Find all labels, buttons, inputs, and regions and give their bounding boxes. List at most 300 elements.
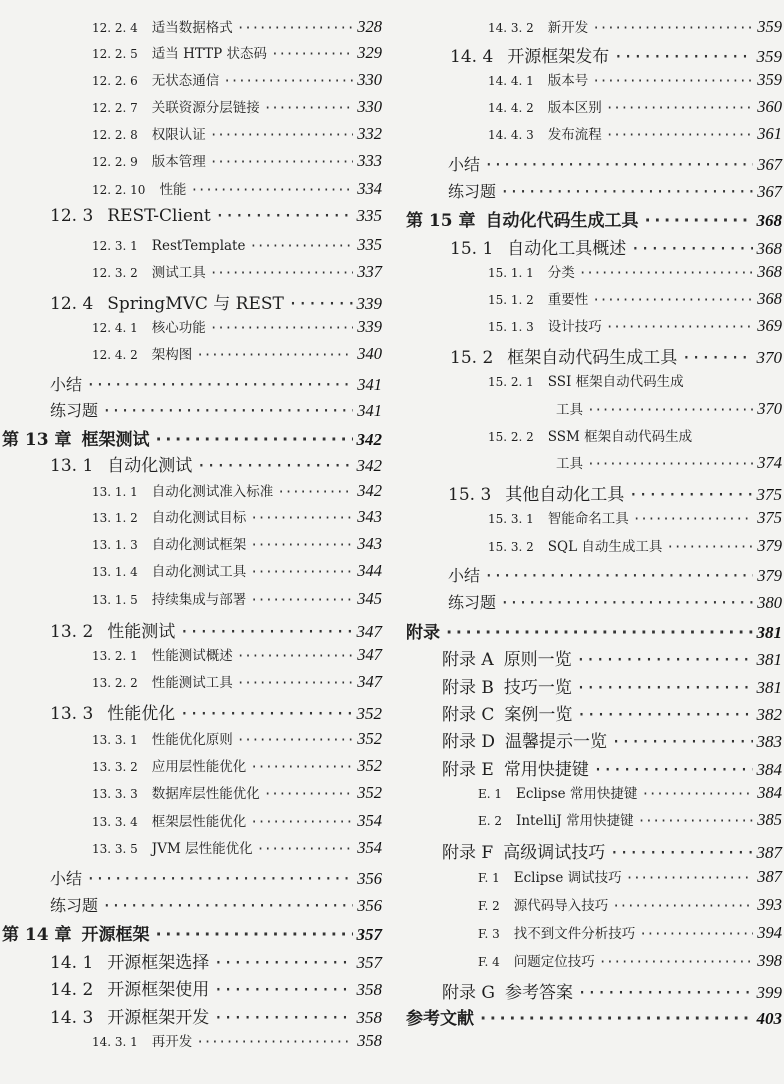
toc-entry-number: 12. 2. 10 xyxy=(92,183,146,197)
dot-leader xyxy=(237,676,353,691)
toc-entry-page-number: 368 xyxy=(757,262,782,281)
toc-entry-title: SSM 框架自动代码生成 xyxy=(547,429,693,445)
toc-entry-page-number: 381 xyxy=(756,623,782,642)
toc-entry[interactable] xyxy=(488,123,782,144)
toc-entry-number: 14. 4. 2 xyxy=(488,101,534,115)
toc-entry-number: 12. 2. 5 xyxy=(92,47,138,61)
toc-entry[interactable] xyxy=(92,533,382,554)
dot-leader xyxy=(237,649,353,664)
toc-entry-page-number: 356 xyxy=(357,869,382,888)
toc-entry-title: 版本区别 xyxy=(547,100,602,116)
toc-entry-label xyxy=(448,563,480,586)
toc-entry[interactable] xyxy=(442,727,782,752)
toc-entry-title: 开源框架 xyxy=(81,925,150,945)
toc-entry-number: 15. 3. 2 xyxy=(488,540,534,554)
toc-entry[interactable] xyxy=(92,123,382,144)
toc-entry-number: 13. 3 xyxy=(50,704,94,724)
toc-entry-number: 13. 3. 1 xyxy=(92,733,138,747)
toc-entry[interactable] xyxy=(556,452,782,473)
toc-entry-number: 12. 3 xyxy=(50,206,94,226)
toc-entry-title: 应用层性能优化 xyxy=(151,759,247,775)
toc-entry-title: 高级调试技巧 xyxy=(503,843,606,863)
toc-entry-label xyxy=(92,16,233,36)
toc-entry[interactable] xyxy=(92,235,382,255)
toc-entry-page-number: 381 xyxy=(756,678,782,697)
toc-entry-title: 练习题 xyxy=(448,182,497,201)
dot-leader xyxy=(576,705,752,725)
toc-entry-page-number: 360 xyxy=(757,97,782,116)
dot-leader xyxy=(102,896,353,915)
toc-entry-title: 版本号 xyxy=(547,73,589,89)
toc-entry-title: 练习题 xyxy=(448,593,497,612)
toc-entry-label xyxy=(92,755,246,775)
toc-entry-label xyxy=(50,975,209,1000)
toc-entry-title: 自动化工具概述 xyxy=(507,239,627,259)
dot-leader xyxy=(154,430,353,450)
toc-entry-number: 13. 2 xyxy=(50,622,94,642)
toc-entry[interactable] xyxy=(450,343,782,368)
toc-entry-number: 附录 F xyxy=(442,843,494,863)
toc-entry-title: 开源框架开发 xyxy=(107,1008,210,1028)
toc-entry-label xyxy=(92,316,206,336)
toc-entry[interactable] xyxy=(50,398,382,421)
toc-entry-page-number: 385 xyxy=(757,810,782,829)
toc-entry[interactable] xyxy=(50,451,382,476)
toc-entry-title: 自动化测试框架 xyxy=(151,537,247,553)
toc-entry-label xyxy=(92,42,267,62)
toc-entry-page-number: 347 xyxy=(356,622,382,641)
dot-leader xyxy=(257,842,354,857)
toc-entry-label xyxy=(2,920,150,945)
toc-entry-title: 核心功能 xyxy=(151,320,206,336)
toc-entry-title: 参考文献 xyxy=(406,1009,474,1029)
toc-entry[interactable] xyxy=(50,866,382,889)
toc-entry-page-number: 379 xyxy=(757,566,782,585)
toc-entry-title: 附录 xyxy=(406,623,440,643)
toc-entry[interactable] xyxy=(92,506,382,527)
toc-entry[interactable] xyxy=(2,425,382,450)
toc-entry-page-number: 354 xyxy=(357,838,382,857)
toc-entry-title: RestTemplate xyxy=(151,238,246,254)
toc-entry[interactable] xyxy=(50,289,382,314)
toc-entry-label xyxy=(442,838,605,863)
dot-leader xyxy=(577,983,753,1003)
toc-entry[interactable] xyxy=(448,563,782,586)
toc-entry-number: 12. 2. 6 xyxy=(92,74,138,88)
toc-entry-number: 13. 3. 4 xyxy=(92,815,138,829)
toc-entry-label xyxy=(488,96,602,116)
toc-entry-page-number: 368 xyxy=(756,211,782,230)
toc-entry-number: 附录 D xyxy=(442,732,496,752)
dot-leader xyxy=(576,678,753,698)
toc-entry-label xyxy=(92,343,192,363)
toc-entry[interactable] xyxy=(450,42,782,67)
toc-entry-label xyxy=(442,673,572,698)
toc-entry-label xyxy=(478,866,622,886)
toc-entry[interactable] xyxy=(442,838,782,863)
toc-entry-page-number: 347 xyxy=(357,645,382,664)
toc-entry-label xyxy=(478,922,635,942)
dot-leader xyxy=(630,239,752,259)
toc-entry[interactable] xyxy=(488,507,782,528)
toc-entry[interactable] xyxy=(478,894,782,915)
toc-entry-label xyxy=(50,948,209,973)
toc-entry-number: 15. 2. 2 xyxy=(488,430,534,444)
toc-entry-title: 温馨提示一览 xyxy=(505,732,608,752)
dot-leader xyxy=(592,21,753,36)
dot-leader xyxy=(250,593,353,608)
toc-entry-page-number: 333 xyxy=(357,151,382,170)
dot-leader xyxy=(277,485,353,500)
toc-entry-page-number: 367 xyxy=(757,182,782,201)
toc-entry-title: 持续集成与部署 xyxy=(151,592,247,608)
toc-entry-title: 性能 xyxy=(159,182,187,198)
toc-entry-page-number: 329 xyxy=(357,43,382,62)
toc-entry-number: 附录 C xyxy=(442,705,495,725)
toc-entry[interactable] xyxy=(92,69,382,90)
toc-entry-number: 15. 1. 2 xyxy=(488,293,534,307)
toc-entry[interactable] xyxy=(488,96,782,117)
toc-entry-page-number: 387 xyxy=(757,867,782,886)
toc-entry-title: 找不到文件分析技巧 xyxy=(513,926,636,942)
toc-entry-page-number: 352 xyxy=(357,756,382,775)
toc-entry[interactable] xyxy=(488,261,782,282)
toc-entry-title: 开源框架选择 xyxy=(107,953,210,973)
toc-entry[interactable] xyxy=(448,590,782,613)
toc-entry-title: 性能测试工具 xyxy=(151,675,233,691)
toc-entry[interactable] xyxy=(442,755,782,780)
toc-entry-title: SQL 自动生成工具 xyxy=(547,539,663,555)
toc-entry-title: 问题定位技巧 xyxy=(513,954,595,970)
toc-entry[interactable] xyxy=(448,179,782,202)
toc-entry-title: 源代码导入技巧 xyxy=(513,898,609,914)
toc-entry[interactable] xyxy=(478,950,782,971)
toc-entry-number: 附录 E xyxy=(442,760,494,780)
toc-entry-title: 框架层性能优化 xyxy=(151,814,247,830)
dot-leader xyxy=(612,899,753,914)
toc-entry[interactable] xyxy=(92,96,382,117)
toc-entry[interactable] xyxy=(50,1003,382,1028)
toc-entry-page-number: 347 xyxy=(357,672,382,691)
toc-entry-label xyxy=(50,451,192,476)
toc-entry[interactable] xyxy=(92,837,382,858)
toc-entry[interactable] xyxy=(92,782,382,803)
toc-entry-label xyxy=(442,645,572,670)
toc-entry[interactable] xyxy=(50,893,382,916)
toc-entry-number: 13. 3. 5 xyxy=(92,842,138,856)
toc-entry-page-number: 335 xyxy=(357,235,382,254)
toc-entry[interactable] xyxy=(406,1004,782,1029)
toc-entry[interactable] xyxy=(50,206,382,226)
toc-entry[interactable] xyxy=(406,618,782,643)
toc-entry[interactable] xyxy=(556,398,782,419)
toc-entry-label xyxy=(450,234,626,259)
toc-entry[interactable] xyxy=(92,261,382,282)
toc-entry-title: 工具 xyxy=(556,402,583,418)
toc-entry[interactable] xyxy=(442,700,782,725)
toc-entry-label xyxy=(488,288,588,308)
toc-entry-number: 14. 2 xyxy=(50,980,94,1000)
toc-entry-title: 适当 HTTP 状态码 xyxy=(151,46,267,62)
toc-entry[interactable] xyxy=(406,206,782,231)
toc-entry[interactable] xyxy=(50,975,382,1000)
toc-entry[interactable] xyxy=(92,671,382,692)
toc-entry-label xyxy=(92,123,206,143)
toc-entry-page-number: 368 xyxy=(756,239,782,258)
toc-entry-number: 15. 3. 1 xyxy=(488,512,534,526)
toc-entry-title: 原则一览 xyxy=(503,650,572,670)
toc-entry-number: 13. 3. 2 xyxy=(92,760,138,774)
dot-leader xyxy=(213,980,352,1000)
toc-entry-number: 12. 3. 2 xyxy=(92,266,138,280)
toc-entry[interactable] xyxy=(488,288,782,309)
toc-entry-title: 分类 xyxy=(547,265,575,281)
dot-leader xyxy=(626,871,754,886)
toc-entry-label xyxy=(2,425,150,450)
toc-entry-title: 自动化测试 xyxy=(107,456,193,476)
toc-entry[interactable] xyxy=(50,699,382,724)
toc-entry-number: F. 3 xyxy=(478,927,500,941)
toc-entry[interactable] xyxy=(92,480,382,501)
toc-entry-number: 15. 1 xyxy=(450,239,494,259)
toc-entry[interactable] xyxy=(92,343,382,364)
toc-entry-number: 12. 2. 8 xyxy=(92,128,138,142)
toc-entry-page-number: 383 xyxy=(756,732,782,751)
dot-leader xyxy=(196,1035,353,1050)
toc-entry-page-number: 345 xyxy=(357,589,382,608)
dot-leader xyxy=(223,74,353,89)
dot-leader xyxy=(444,623,753,643)
toc-entry-page-number: 394 xyxy=(757,923,782,942)
dot-leader xyxy=(210,266,353,281)
dot-leader xyxy=(633,512,753,527)
toc-entry-page-number: 393 xyxy=(757,895,782,914)
toc-entry[interactable] xyxy=(448,152,782,175)
toc-entry-page-number: 352 xyxy=(357,729,382,748)
toc-entry[interactable] xyxy=(92,178,382,199)
dot-leader xyxy=(250,511,353,526)
toc-entry-page-number: 334 xyxy=(357,179,382,198)
toc-entry-number: 14. 4. 1 xyxy=(488,74,534,88)
toc-entry-number: 12. 4 xyxy=(50,294,94,314)
toc-entry[interactable] xyxy=(488,69,782,90)
toc-entry-number: E. 2 xyxy=(478,814,503,828)
toc-entry-page-number: 357 xyxy=(356,953,382,972)
toc-entry[interactable] xyxy=(50,372,382,395)
toc-entry-label xyxy=(406,618,440,643)
toc-entry-label xyxy=(92,588,246,608)
toc-entry-number: F. 2 xyxy=(478,899,500,913)
toc-entry-page-number: 384 xyxy=(757,783,782,802)
toc-entry-number: 12. 4. 1 xyxy=(92,321,138,335)
toc-entry-label xyxy=(442,755,589,780)
toc-entry-title: IntelliJ 常用快捷键 xyxy=(516,813,634,829)
toc-entry[interactable] xyxy=(488,535,782,556)
toc-entry-title: 练习题 xyxy=(50,896,99,915)
toc-entry-number: 15. 1. 3 xyxy=(488,320,534,334)
toc-entry[interactable] xyxy=(2,920,382,945)
toc-entry-label xyxy=(92,644,233,664)
toc-entry-label xyxy=(488,425,692,445)
toc-entry-label xyxy=(92,238,245,254)
toc-column-right xyxy=(404,0,782,1084)
toc-entry[interactable] xyxy=(92,728,382,749)
toc-entry-label xyxy=(450,42,609,67)
toc-entry-title: 测试工具 xyxy=(151,265,206,281)
toc-entry-label xyxy=(92,533,246,553)
dot-leader xyxy=(196,348,353,363)
toc-entry[interactable] xyxy=(478,922,782,943)
dot-leader xyxy=(215,206,353,226)
toc-entry-title: Eclipse 常用快捷键 xyxy=(516,786,638,802)
toc-entry-page-number: 370 xyxy=(757,399,782,418)
toc-entry-number: 13. 1 xyxy=(50,456,94,476)
toc-entry[interactable] xyxy=(448,480,782,505)
toc-entry[interactable] xyxy=(442,645,782,670)
toc-entry-number: 12. 2. 4 xyxy=(92,21,138,35)
dot-leader xyxy=(102,401,353,420)
toc-entry-page-number: 379 xyxy=(757,536,782,555)
toc-entry-page-number: 342 xyxy=(357,481,382,500)
toc-entry-page-number: 356 xyxy=(357,896,382,915)
toc-entry-title: 架构图 xyxy=(151,347,193,363)
toc-entry[interactable] xyxy=(92,150,382,171)
toc-entry-number: F. 4 xyxy=(478,955,500,969)
toc-entry-label xyxy=(92,69,219,89)
toc-entry-label xyxy=(50,372,82,395)
toc-entry-page-number: 361 xyxy=(757,124,782,143)
toc-entry-title: 技巧一览 xyxy=(503,678,572,698)
toc-entry-page-number: 354 xyxy=(357,811,382,830)
toc-entry[interactable] xyxy=(488,315,782,336)
toc-entry-title: 开源框架发布 xyxy=(507,47,610,67)
dot-leader xyxy=(681,348,752,368)
dot-leader xyxy=(599,955,754,970)
toc-entry[interactable] xyxy=(92,644,382,665)
toc-entry[interactable] xyxy=(92,560,382,581)
toc-entry-title: 发布流程 xyxy=(547,127,602,143)
toc-entry-number: 13. 3. 3 xyxy=(92,787,138,801)
dot-leader xyxy=(484,566,753,585)
toc-entry[interactable] xyxy=(442,978,782,1003)
toc-entry[interactable] xyxy=(488,425,782,445)
toc-entry-label xyxy=(488,123,602,143)
toc-entry-title: 小结 xyxy=(448,155,481,174)
toc-entry[interactable] xyxy=(478,866,782,887)
toc-entry-label xyxy=(92,671,233,691)
toc-entry-title: 框架测试 xyxy=(81,430,150,450)
toc-entry-title: JVM 层性能优化 xyxy=(151,841,253,857)
toc-entry-label xyxy=(50,289,284,314)
toc-entry[interactable] xyxy=(92,1030,382,1051)
dot-leader xyxy=(609,843,752,863)
toc-entry-page-number: 339 xyxy=(357,317,382,336)
toc-entry-page-number: 375 xyxy=(756,485,782,504)
toc-entry-page-number: 343 xyxy=(357,507,382,526)
toc-entry-page-number: 367 xyxy=(757,155,782,174)
toc-entry-label xyxy=(50,398,98,421)
dot-leader xyxy=(86,375,353,394)
dot-leader xyxy=(639,927,753,942)
toc-entry-number: 13. 1. 3 xyxy=(92,538,138,552)
toc-entry-page-number: 398 xyxy=(757,951,782,970)
toc-entry[interactable] xyxy=(50,617,382,642)
toc-entry-label xyxy=(406,1004,474,1029)
toc-entry-title: 小结 xyxy=(448,566,481,585)
toc-entry-title: 设计技巧 xyxy=(547,319,602,335)
toc-entry-number: 15. 2 xyxy=(450,348,494,368)
toc-entry-page-number: 380 xyxy=(757,593,782,612)
dot-leader xyxy=(213,1008,352,1028)
toc-entry-page-number: 352 xyxy=(357,783,382,802)
toc-entry[interactable] xyxy=(478,809,782,830)
dot-leader xyxy=(86,869,353,888)
toc-entry-page-number: 369 xyxy=(757,316,782,335)
toc-entry[interactable] xyxy=(92,755,382,776)
dot-leader xyxy=(190,183,353,198)
dot-leader xyxy=(587,457,753,472)
toc-entry[interactable] xyxy=(92,42,382,63)
toc-entry-title: SSI 框架自动代码生成 xyxy=(547,374,684,390)
dot-leader xyxy=(579,266,753,281)
dot-leader xyxy=(210,155,353,170)
toc-entry-label xyxy=(442,700,572,725)
toc-entry[interactable] xyxy=(50,948,382,973)
toc-entry[interactable] xyxy=(478,782,782,803)
toc-entry-number: E. 1 xyxy=(478,787,503,801)
toc-entry[interactable] xyxy=(442,673,782,698)
toc-entry-number: 第 15 章 xyxy=(406,211,476,231)
toc-entry-number: F. 1 xyxy=(478,871,500,885)
dot-leader xyxy=(288,294,353,314)
toc-entry-label xyxy=(442,727,607,752)
toc-entry-title: 重要性 xyxy=(547,292,589,308)
toc-entry-page-number: 357 xyxy=(356,925,382,944)
toc-entry-label xyxy=(406,206,639,231)
dot-leader xyxy=(592,74,753,89)
toc-entry-number: 14. 3. 2 xyxy=(488,21,534,35)
toc-entry[interactable] xyxy=(92,16,382,37)
toc-entry[interactable] xyxy=(92,588,382,609)
toc-entry-page-number: 330 xyxy=(357,97,382,116)
toc-entry-page-number: 384 xyxy=(756,760,782,779)
toc-entry-page-number: 382 xyxy=(756,705,782,724)
dot-leader xyxy=(613,47,752,67)
dot-leader xyxy=(213,953,352,973)
toc-entry-number: 13. 2. 1 xyxy=(92,649,138,663)
toc-entry-page-number: 328 xyxy=(357,17,382,36)
toc-entry[interactable] xyxy=(450,234,782,259)
toc-entry-page-number: 399 xyxy=(756,983,782,1002)
toc-entry-label xyxy=(448,179,496,202)
toc-entry[interactable] xyxy=(488,370,782,390)
toc-entry[interactable] xyxy=(92,316,382,337)
toc-entry-title: 小结 xyxy=(50,869,83,888)
toc-entry-title: 参考答案 xyxy=(504,983,573,1003)
toc-entry-page-number: 358 xyxy=(357,1031,382,1050)
toc-entry-title: Eclipse 调试技巧 xyxy=(513,870,622,886)
toc-entry-label xyxy=(556,452,583,472)
toc-entry[interactable] xyxy=(92,810,382,831)
toc-entry-number: 14. 3. 1 xyxy=(92,1035,138,1049)
dot-leader xyxy=(250,760,353,775)
toc-entry-title: 性能测试 xyxy=(107,622,176,642)
toc-entry[interactable] xyxy=(488,16,782,37)
toc-entry-title: 小结 xyxy=(50,375,83,394)
dot-leader xyxy=(210,321,353,336)
dot-leader xyxy=(484,155,753,174)
toc-entry-label xyxy=(478,782,637,802)
